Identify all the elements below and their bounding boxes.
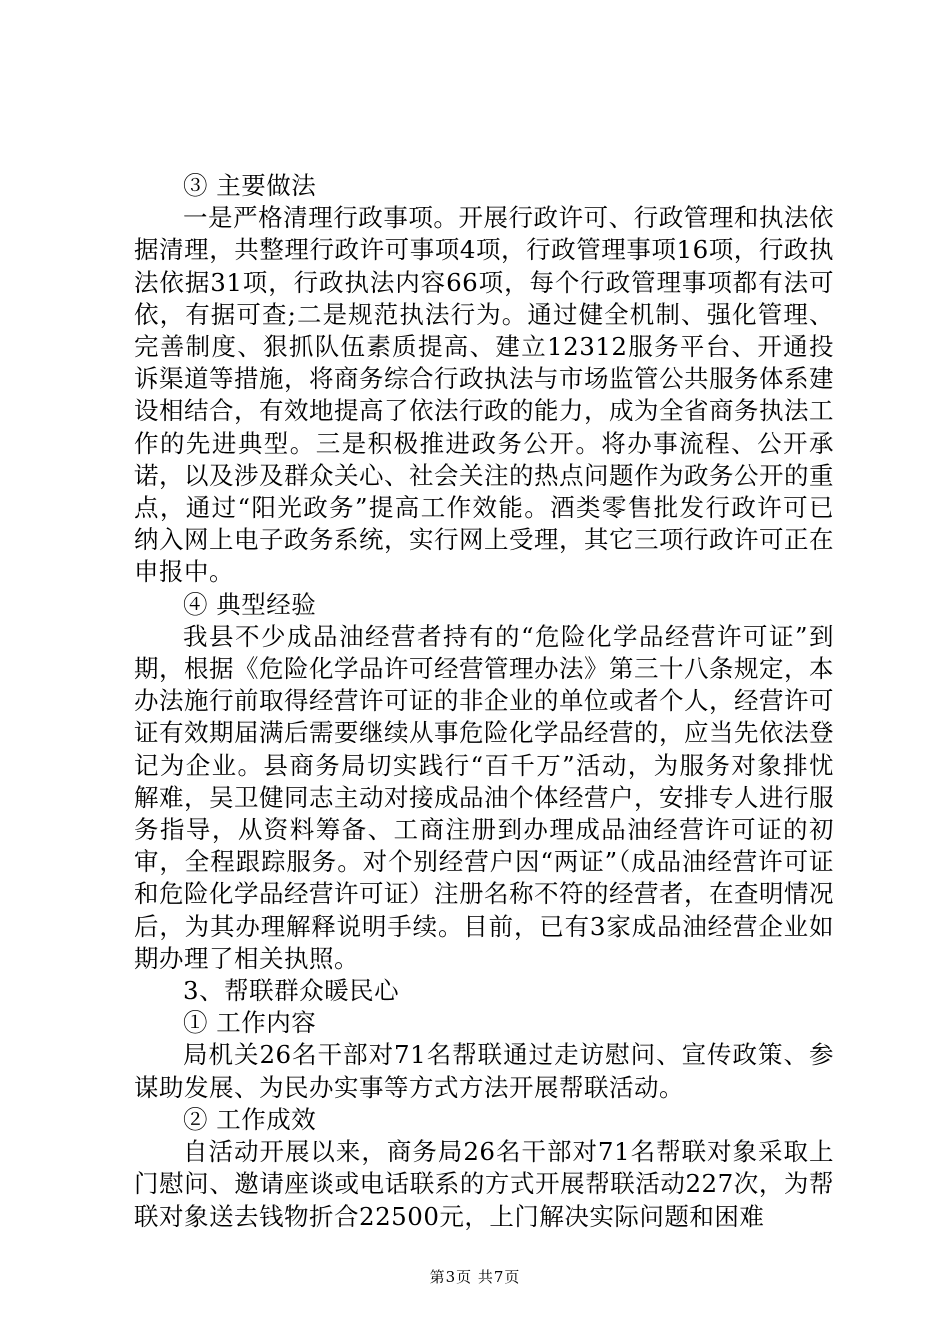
heading-work-results: ② 工作成效 (183, 1104, 317, 1134)
paragraph-main-practices: 一是严格清理行政事项。开展行政许可、行政管理和执法依据清理，共整理行政许可事项4项，行政管理事项16项，行政执法依据31项，行政执法内容66项，每个行政管理事项都有法可依，有据可查;二是规范执法行为。通过健全机制、强化管理、完善制度、狠抓队伍素质提高、建立12312服务平台、开通投诉渠道等措施，将商务综合行政执法与市场监管公共服务体系建设相结合，有效地提高了依法行政的能力，成为全省商务执法工作的先进典型。三是积极推进政务公开。将办事流程、公开承诺，以及涉及群众关心、社会关注的热点问题作为政务公开的重点，通过“阳光政务”提高工作效能。酒类零售批发行政许可已纳入网上电子政务系统，实行网上受理，其它三项行政许可正在申报中。 (134, 203, 834, 587)
heading-section-3: 3、帮联群众暖民心 (183, 976, 400, 1006)
heading-main-practices: ③ 主要做法 (183, 171, 317, 200)
paragraph-work-content: 局机关26名干部对71名帮联通过走访慰问、宣传政策、参谋助发展、为民办实事等方式方法开展帮联活动。 (134, 1040, 834, 1102)
document-body (134, 170, 834, 1233)
paragraph-typical-experience: 我县不少成品油经营者持有的“危险化学品经营许可证”到期，根据《危险化学品许可经营管理办法》第三十八条规定，本办法施行前取得经营许可证的非企业的单位或者个人，经营许可证有效期届满后需要继续从事危险化学品经营的，应当先依法登记为企业。县商务局切实践行“百千万”活动，为服务对象排忧解难，吴卫健同志主动对接成品油个体经营户，安排专人进行服务指导，从资料筹备、工商注册到办理成品油经营许可证的初审，全程跟踪服务。对个别经营户因“两证”（成品油经营许可证和危险化学品经营许可证）注册名称不符的经营者，在查明情况后，为其办理解释说明手续。目前，已有3家成品油经营企业如期办理了相关执照。 (134, 621, 834, 973)
heading-work-content: ① 工作内容 (183, 1008, 317, 1038)
heading-typical-experience: ④ 典型经验 (183, 589, 317, 619)
paragraph-work-results: 自活动开展以来，商务局26名干部对71名帮联对象采取上门慰问、邀请座谈或电话联系的方式开展帮联活动227次，为帮联对象送去钱物折合22500元，上门解决实际问题和困难 (134, 1137, 834, 1231)
page-footer: 第3页 共7页 (429, 1268, 521, 1286)
